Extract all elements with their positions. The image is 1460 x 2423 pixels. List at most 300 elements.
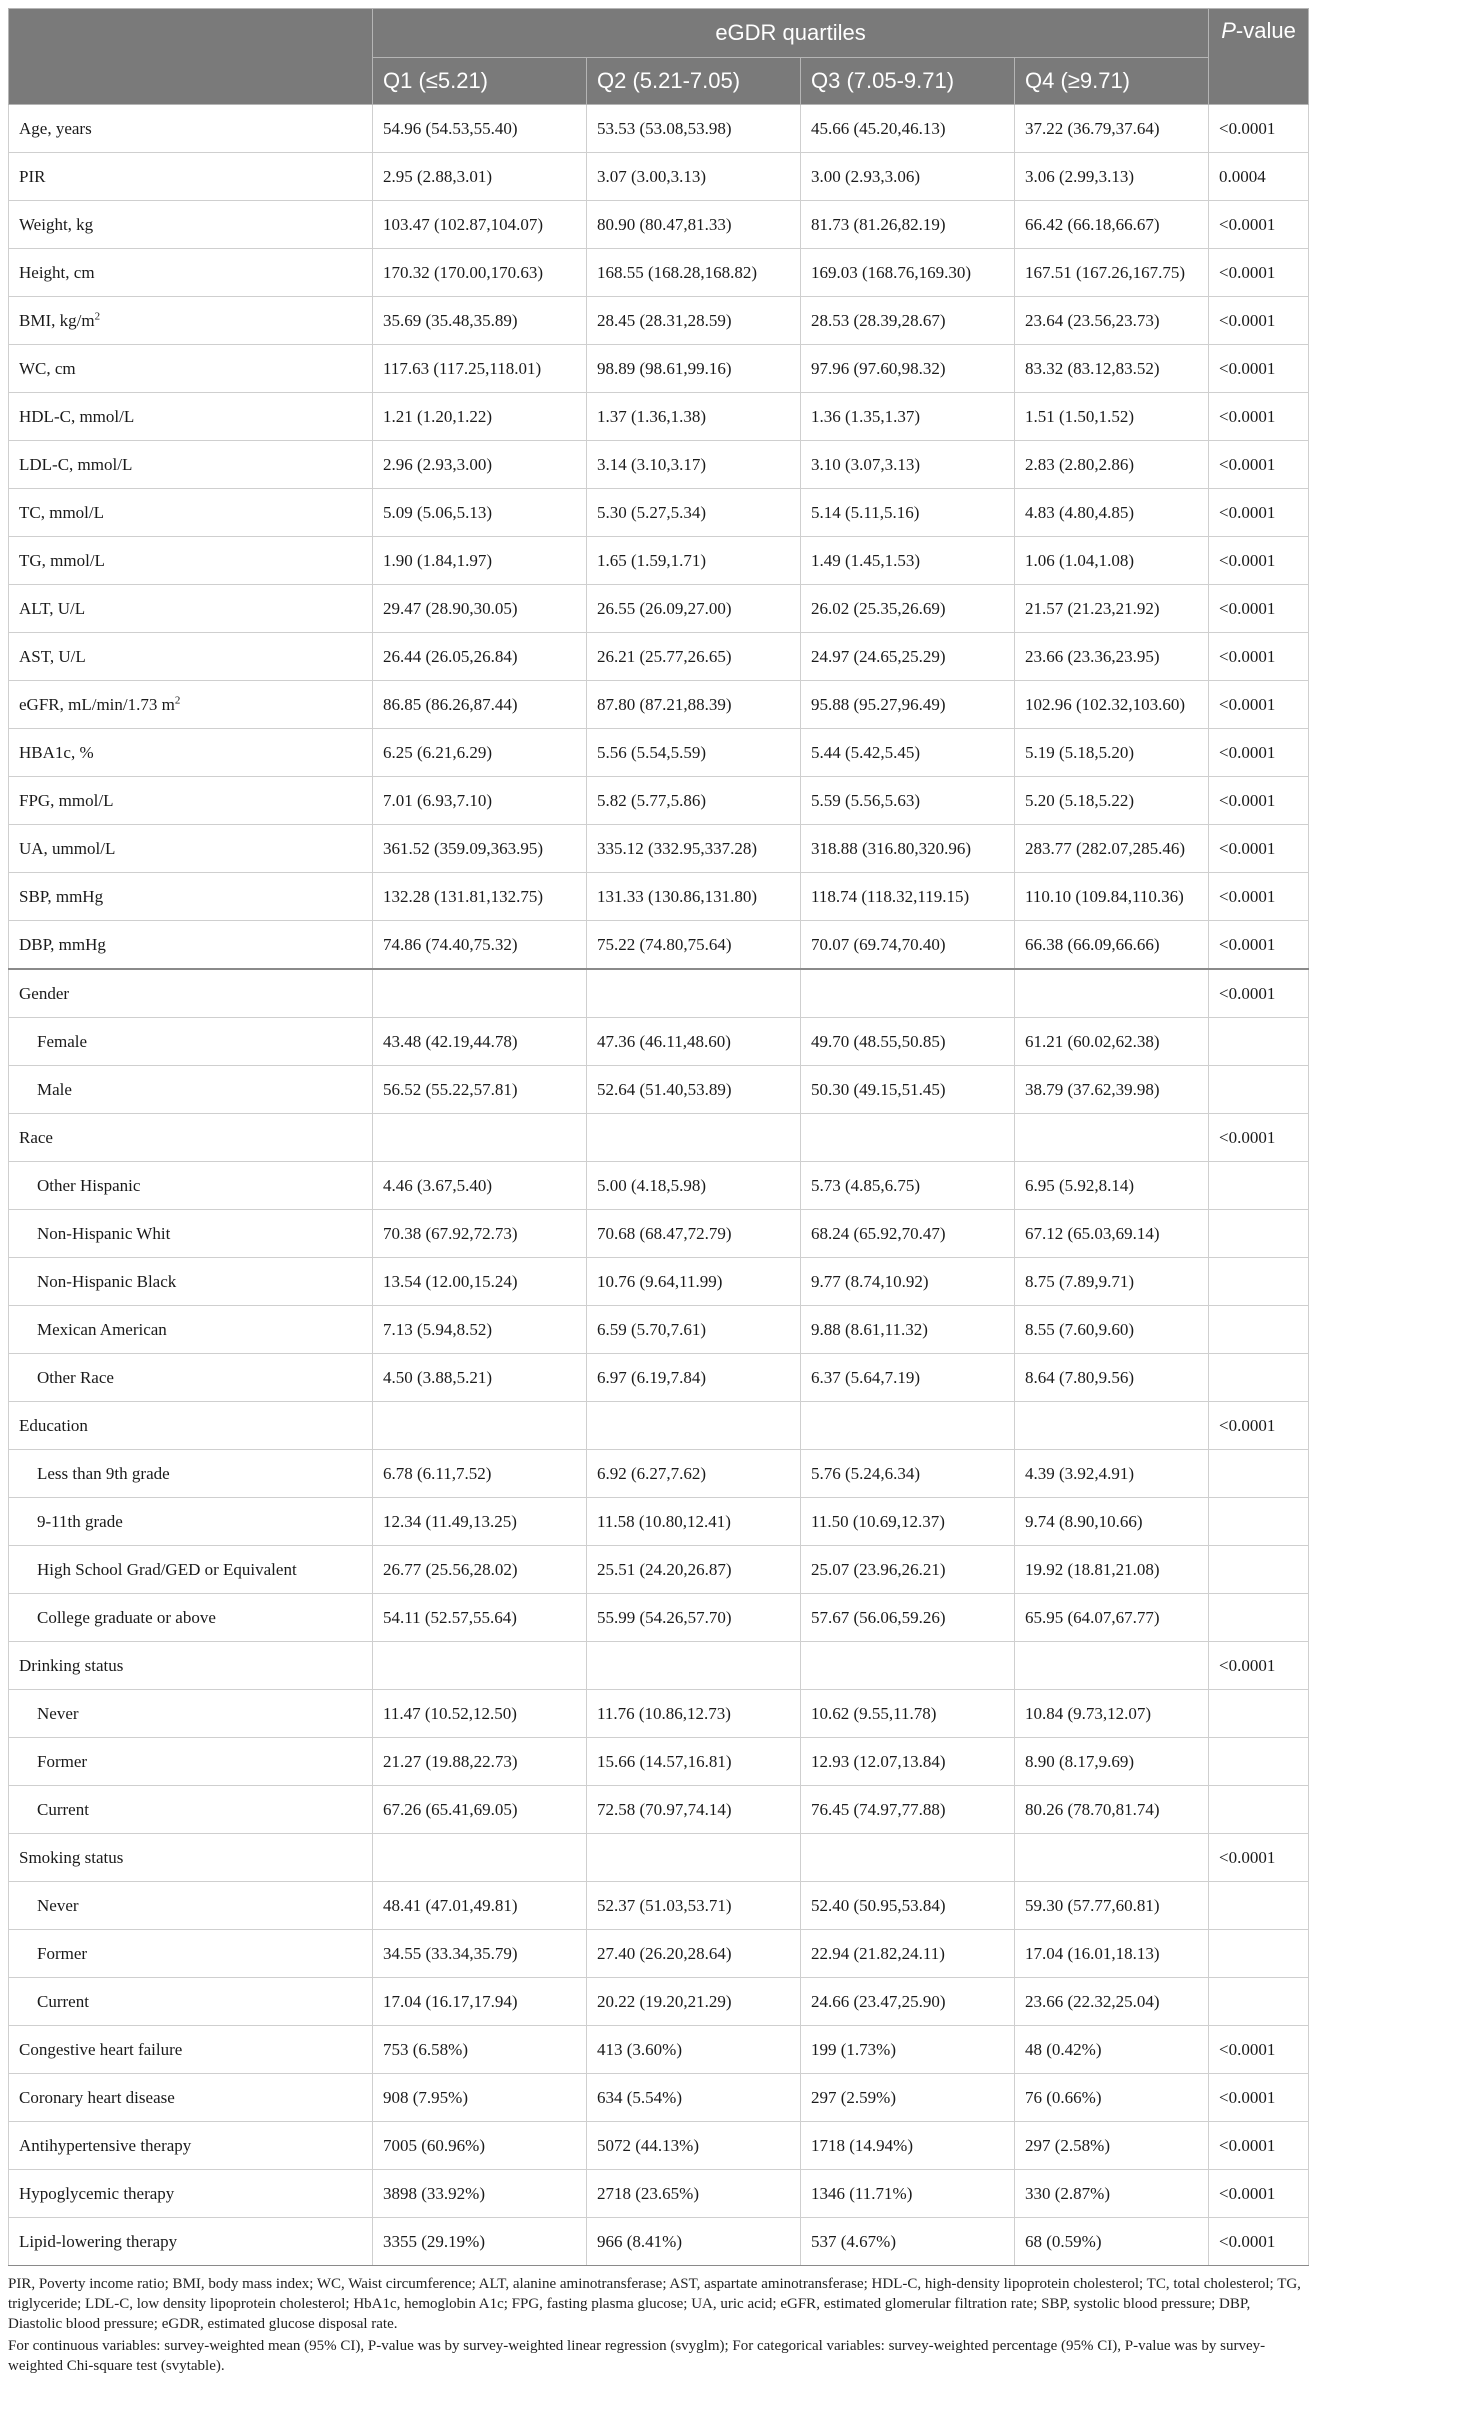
cell-q4: 66.38 (66.09,66.66) xyxy=(1015,921,1209,970)
table-row xyxy=(9,537,1309,585)
table-row xyxy=(9,297,1309,345)
cell-pvalue: <0.0001 xyxy=(1209,873,1309,921)
cell-q4: 68 (0.59%) xyxy=(1015,2218,1209,2266)
row-label xyxy=(9,921,373,970)
cell-q1: 56.52 (55.22,57.81) xyxy=(373,1066,587,1114)
row-label-text: Female xyxy=(37,1031,88,1051)
cell-q4: 8.64 (7.80,9.56) xyxy=(1015,1354,1209,1402)
cell-pvalue: <0.0001 xyxy=(1209,729,1309,777)
cell-q3 xyxy=(801,1642,1015,1690)
cell-q3: 118.74 (118.32,119.15) xyxy=(801,873,1015,921)
cell-q4: 59.30 (57.77,60.81) xyxy=(1015,1882,1209,1930)
cell-q4: 4.39 (3.92,4.91) xyxy=(1015,1450,1209,1498)
table-row xyxy=(9,1402,1309,1450)
cell-q4: 102.96 (102.32,103.60) xyxy=(1015,681,1209,729)
cell-q3: 5.14 (5.11,5.16) xyxy=(801,489,1015,537)
footnote: For continuous variables: survey-weighted mean (95% CI), P-value was by survey-weighted linear regression (svyglm); For categorical variables: survey-weighted percentage (95% CI), P-value was by survey-weighted Chi-square test (svytable). xyxy=(8,2338,1266,2374)
cell-q1: 5.09 (5.06,5.13) xyxy=(373,489,587,537)
cell-pvalue xyxy=(1209,1498,1309,1546)
cell-q1: 74.86 (74.40,75.32) xyxy=(373,921,587,970)
cell-q4: 19.92 (18.81,21.08) xyxy=(1015,1546,1209,1594)
row-label-text: AST, U/L xyxy=(19,646,86,666)
row-label xyxy=(9,777,373,825)
cell-q4: 283.77 (282.07,285.46) xyxy=(1015,825,1209,873)
cell-pvalue xyxy=(1209,1594,1309,1642)
cell-pvalue: <0.0001 xyxy=(1209,201,1309,249)
cell-pvalue: <0.0001 xyxy=(1209,345,1309,393)
row-sublabel xyxy=(9,1882,373,1930)
row-label-text: Antihypertensive therapy xyxy=(19,2135,192,2155)
table-row xyxy=(9,2170,1309,2218)
cell-pvalue xyxy=(1209,1018,1309,1066)
table-row xyxy=(9,633,1309,681)
cell-q1: 132.28 (131.81,132.75) xyxy=(373,873,587,921)
cell-q1: 2.95 (2.88,3.01) xyxy=(373,153,587,201)
cell-q4: 17.04 (16.01,18.13) xyxy=(1015,1930,1209,1978)
cell-q1: 11.47 (10.52,12.50) xyxy=(373,1690,587,1738)
cell-q4 xyxy=(1015,1642,1209,1690)
cell-q1: 34.55 (33.34,35.79) xyxy=(373,1930,587,1978)
cell-q2: 70.68 (68.47,72.79) xyxy=(587,1210,801,1258)
cell-q3: 537 (4.67%) xyxy=(801,2218,1015,2266)
row-label xyxy=(9,1642,373,1690)
cell-q1: 7.13 (5.94,8.52) xyxy=(373,1306,587,1354)
row-label-superscript: 2 xyxy=(174,693,181,706)
cell-q2: 11.76 (10.86,12.73) xyxy=(587,1690,801,1738)
row-label xyxy=(9,537,373,585)
cell-pvalue xyxy=(1209,1354,1309,1402)
cell-q2: 2718 (23.65%) xyxy=(587,2170,801,2218)
cell-pvalue: <0.0001 xyxy=(1209,681,1309,729)
cell-q3: 1718 (14.94%) xyxy=(801,2122,1015,2170)
cell-pvalue xyxy=(1209,1258,1309,1306)
row-label-superscript: 2 xyxy=(94,309,101,322)
row-label-text: FPG, mmol/L xyxy=(19,790,114,810)
table-row xyxy=(9,153,1309,201)
table-body xyxy=(9,105,1309,2266)
row-sublabel xyxy=(9,1258,373,1306)
header-group-title: eGDR quartiles xyxy=(373,9,1209,58)
table-row xyxy=(9,489,1309,537)
cell-pvalue: <0.0001 xyxy=(1209,585,1309,633)
cell-q1: 17.04 (16.17,17.94) xyxy=(373,1978,587,2026)
cell-q4: 8.55 (7.60,9.60) xyxy=(1015,1306,1209,1354)
cell-q1: 26.77 (25.56,28.02) xyxy=(373,1546,587,1594)
cell-q1: 13.54 (12.00,15.24) xyxy=(373,1258,587,1306)
row-sublabel xyxy=(9,1738,373,1786)
cell-q2: 98.89 (98.61,99.16) xyxy=(587,345,801,393)
table-row xyxy=(9,1594,1309,1642)
table-row xyxy=(9,441,1309,489)
cell-q3: 57.67 (56.06,59.26) xyxy=(801,1594,1015,1642)
table-row xyxy=(9,1210,1309,1258)
cell-q3: 97.96 (97.60,98.32) xyxy=(801,345,1015,393)
cell-q2: 11.58 (10.80,12.41) xyxy=(587,1498,801,1546)
cell-pvalue: <0.0001 xyxy=(1209,393,1309,441)
cell-q1: 3355 (29.19%) xyxy=(373,2218,587,2266)
row-label-text: Congestive heart failure xyxy=(19,2039,183,2059)
cell-pvalue xyxy=(1209,1786,1309,1834)
cell-q3 xyxy=(801,1402,1015,1450)
cell-q4: 1.51 (1.50,1.52) xyxy=(1015,393,1209,441)
cell-q3 xyxy=(801,1834,1015,1882)
row-sublabel xyxy=(9,1498,373,1546)
cell-q3: 3.00 (2.93,3.06) xyxy=(801,153,1015,201)
cell-q1 xyxy=(373,1114,587,1162)
row-label-text: Other Race xyxy=(37,1367,114,1387)
cell-q4: 23.66 (23.36,23.95) xyxy=(1015,633,1209,681)
cell-q2: 26.21 (25.77,26.65) xyxy=(587,633,801,681)
cell-q1: 12.34 (11.49,13.25) xyxy=(373,1498,587,1546)
table-row xyxy=(9,729,1309,777)
cell-pvalue: <0.0001 xyxy=(1209,297,1309,345)
cell-q1: 29.47 (28.90,30.05) xyxy=(373,585,587,633)
header-q1: Q1 (≤5.21) xyxy=(373,58,587,105)
row-sublabel xyxy=(9,1978,373,2026)
row-label xyxy=(9,249,373,297)
cell-q1: 6.78 (6.11,7.52) xyxy=(373,1450,587,1498)
cell-pvalue: <0.0001 xyxy=(1209,1834,1309,1882)
table-row xyxy=(9,1978,1309,2026)
cell-q2: 10.76 (9.64,11.99) xyxy=(587,1258,801,1306)
cell-q2: 6.59 (5.70,7.61) xyxy=(587,1306,801,1354)
cell-q2: 53.53 (53.08,53.98) xyxy=(587,105,801,153)
row-sublabel xyxy=(9,1306,373,1354)
cell-q3: 24.97 (24.65,25.29) xyxy=(801,633,1015,681)
cell-q3: 11.50 (10.69,12.37) xyxy=(801,1498,1015,1546)
row-sublabel xyxy=(9,1690,373,1738)
cell-q2: 52.64 (51.40,53.89) xyxy=(587,1066,801,1114)
cell-q2: 1.65 (1.59,1.71) xyxy=(587,537,801,585)
row-label xyxy=(9,297,373,345)
row-label xyxy=(9,153,373,201)
cell-q2: 26.55 (26.09,27.00) xyxy=(587,585,801,633)
table-row xyxy=(9,1882,1309,1930)
cell-q4: 8.90 (8.17,9.69) xyxy=(1015,1738,1209,1786)
table-row xyxy=(9,585,1309,633)
table-container xyxy=(8,8,1452,2378)
cell-q2: 5.82 (5.77,5.86) xyxy=(587,777,801,825)
row-label-text: PIR xyxy=(19,166,46,186)
cell-pvalue: <0.0001 xyxy=(1209,1402,1309,1450)
cell-q4: 2.83 (2.80,2.86) xyxy=(1015,441,1209,489)
table-row xyxy=(9,1930,1309,1978)
cell-q4: 23.64 (23.56,23.73) xyxy=(1015,297,1209,345)
cell-q3: 297 (2.59%) xyxy=(801,2074,1015,2122)
cell-q1 xyxy=(373,1642,587,1690)
cell-q4: 297 (2.58%) xyxy=(1015,2122,1209,2170)
cell-pvalue: <0.0001 xyxy=(1209,2218,1309,2266)
cell-q2: 966 (8.41%) xyxy=(587,2218,801,2266)
cell-q1: 170.32 (170.00,170.63) xyxy=(373,249,587,297)
cell-q2: 6.92 (6.27,7.62) xyxy=(587,1450,801,1498)
row-label-text: HDL-C, mmol/L xyxy=(19,406,135,426)
cell-q3: 68.24 (65.92,70.47) xyxy=(801,1210,1015,1258)
row-sublabel xyxy=(9,1594,373,1642)
cell-q4: 80.26 (78.70,81.74) xyxy=(1015,1786,1209,1834)
baseline-characteristics-table xyxy=(8,8,1309,2266)
cell-pvalue xyxy=(1209,1210,1309,1258)
cell-q2: 25.51 (24.20,26.87) xyxy=(587,1546,801,1594)
row-sublabel xyxy=(9,1066,373,1114)
row-label xyxy=(9,105,373,153)
cell-q4: 76 (0.66%) xyxy=(1015,2074,1209,2122)
row-label-text: College graduate or above xyxy=(37,1607,216,1627)
table-row xyxy=(9,1114,1309,1162)
row-label-text: Current xyxy=(37,1799,89,1819)
cell-q3: 169.03 (168.76,169.30) xyxy=(801,249,1015,297)
table-row xyxy=(9,345,1309,393)
row-sublabel xyxy=(9,1018,373,1066)
table-row xyxy=(9,1546,1309,1594)
row-label xyxy=(9,441,373,489)
row-label-text: Never xyxy=(37,1895,79,1915)
row-sublabel xyxy=(9,1210,373,1258)
cell-q4 xyxy=(1015,1114,1209,1162)
cell-q2 xyxy=(587,1402,801,1450)
row-label xyxy=(9,201,373,249)
row-label-text: High School Grad/GED or Equivalent xyxy=(37,1559,297,1579)
cell-q4: 23.66 (22.32,25.04) xyxy=(1015,1978,1209,2026)
cell-q4: 110.10 (109.84,110.36) xyxy=(1015,873,1209,921)
table-row xyxy=(9,201,1309,249)
table-row xyxy=(9,1498,1309,1546)
row-sublabel xyxy=(9,1546,373,1594)
cell-pvalue: <0.0001 xyxy=(1209,921,1309,970)
cell-pvalue: <0.0001 xyxy=(1209,2026,1309,2074)
row-label xyxy=(9,2026,373,2074)
row-label xyxy=(9,2122,373,2170)
cell-pvalue: <0.0001 xyxy=(1209,537,1309,585)
header-q4: Q4 (≥9.71) xyxy=(1015,58,1209,105)
cell-q1: 70.38 (67.92,72.73) xyxy=(373,1210,587,1258)
row-label xyxy=(9,825,373,873)
row-label-text: LDL-C, mmol/L xyxy=(19,454,133,474)
cell-pvalue xyxy=(1209,1690,1309,1738)
row-label-text: SBP, mmHg xyxy=(19,886,104,906)
cell-q1: 54.11 (52.57,55.64) xyxy=(373,1594,587,1642)
row-label-text: Former xyxy=(37,1943,88,1963)
table-row xyxy=(9,1834,1309,1882)
row-label-text: Never xyxy=(37,1703,79,1723)
cell-q3: 9.77 (8.74,10.92) xyxy=(801,1258,1015,1306)
table-row xyxy=(9,1018,1309,1066)
cell-q2: 5.00 (4.18,5.98) xyxy=(587,1162,801,1210)
cell-q1: 1.90 (1.84,1.97) xyxy=(373,537,587,585)
row-label-text: Race xyxy=(19,1127,53,1147)
row-label-text: Non-Hispanic Black xyxy=(37,1271,177,1291)
cell-q1 xyxy=(373,1402,587,1450)
cell-pvalue: <0.0001 xyxy=(1209,633,1309,681)
cell-q3: 5.76 (5.24,6.34) xyxy=(801,1450,1015,1498)
cell-q3: 6.37 (5.64,7.19) xyxy=(801,1354,1015,1402)
header-pvalue-suffix: -value xyxy=(1235,18,1296,43)
cell-q1: 117.63 (117.25,118.01) xyxy=(373,345,587,393)
cell-q4: 9.74 (8.90,10.66) xyxy=(1015,1498,1209,1546)
row-label-text: WC, cm xyxy=(19,358,76,378)
table-row xyxy=(9,873,1309,921)
cell-q4: 10.84 (9.73,12.07) xyxy=(1015,1690,1209,1738)
header-q2: Q2 (5.21-7.05) xyxy=(587,58,801,105)
table-header xyxy=(9,9,1309,105)
cell-q2: 413 (3.60%) xyxy=(587,2026,801,2074)
row-label-text: Less than 9th grade xyxy=(37,1463,170,1483)
table-row xyxy=(9,1786,1309,1834)
row-label-text: ALT, U/L xyxy=(19,598,86,618)
cell-q1: 4.46 (3.67,5.40) xyxy=(373,1162,587,1210)
cell-pvalue xyxy=(1209,1882,1309,1930)
cell-q2: 335.12 (332.95,337.28) xyxy=(587,825,801,873)
row-label-text: Education xyxy=(19,1415,88,1435)
row-label xyxy=(9,969,373,1018)
cell-q2: 75.22 (74.80,75.64) xyxy=(587,921,801,970)
table-row xyxy=(9,393,1309,441)
row-label-text: Former xyxy=(37,1751,88,1771)
cell-q4: 67.12 (65.03,69.14) xyxy=(1015,1210,1209,1258)
cell-q1: 43.48 (42.19,44.78) xyxy=(373,1018,587,1066)
table-row xyxy=(9,249,1309,297)
cell-pvalue: <0.0001 xyxy=(1209,825,1309,873)
cell-pvalue: <0.0001 xyxy=(1209,2122,1309,2170)
cell-q4: 37.22 (36.79,37.64) xyxy=(1015,105,1209,153)
cell-q4: 1.06 (1.04,1.08) xyxy=(1015,537,1209,585)
cell-q2: 6.97 (6.19,7.84) xyxy=(587,1354,801,1402)
table-row xyxy=(9,1450,1309,1498)
cell-q2: 47.36 (46.11,48.60) xyxy=(587,1018,801,1066)
cell-q3: 49.70 (48.55,50.85) xyxy=(801,1018,1015,1066)
cell-pvalue xyxy=(1209,1306,1309,1354)
cell-q2: 131.33 (130.86,131.80) xyxy=(587,873,801,921)
row-sublabel xyxy=(9,1930,373,1978)
cell-q3 xyxy=(801,969,1015,1018)
row-label-text: Smoking status xyxy=(19,1847,124,1867)
cell-q2: 15.66 (14.57,16.81) xyxy=(587,1738,801,1786)
cell-q1: 26.44 (26.05,26.84) xyxy=(373,633,587,681)
cell-pvalue xyxy=(1209,1450,1309,1498)
cell-q4: 5.20 (5.18,5.22) xyxy=(1015,777,1209,825)
table-footnotes xyxy=(8,2274,1308,2376)
row-label-text: Age, years xyxy=(19,118,92,138)
header-blank-cell xyxy=(9,9,373,105)
cell-q2 xyxy=(587,1642,801,1690)
cell-q2 xyxy=(587,969,801,1018)
cell-q3: 199 (1.73%) xyxy=(801,2026,1015,2074)
cell-pvalue xyxy=(1209,1930,1309,1978)
table-row xyxy=(9,921,1309,970)
cell-q2: 20.22 (19.20,21.29) xyxy=(587,1978,801,2026)
cell-q2 xyxy=(587,1114,801,1162)
cell-q3: 1.36 (1.35,1.37) xyxy=(801,393,1015,441)
row-label xyxy=(9,393,373,441)
cell-pvalue: <0.0001 xyxy=(1209,105,1309,153)
cell-q1: 67.26 (65.41,69.05) xyxy=(373,1786,587,1834)
cell-pvalue: <0.0001 xyxy=(1209,441,1309,489)
cell-q4: 6.95 (5.92,8.14) xyxy=(1015,1162,1209,1210)
header-pvalue xyxy=(1209,9,1309,105)
cell-q2: 168.55 (168.28,168.82) xyxy=(587,249,801,297)
row-label-text: Hypoglycemic therapy xyxy=(19,2183,175,2203)
table-row xyxy=(9,1690,1309,1738)
cell-q3: 45.66 (45.20,46.13) xyxy=(801,105,1015,153)
header-pvalue-prefix: P xyxy=(1221,18,1236,43)
row-label xyxy=(9,633,373,681)
cell-q3: 24.66 (23.47,25.90) xyxy=(801,1978,1015,2026)
table-row xyxy=(9,777,1309,825)
cell-q1: 753 (6.58%) xyxy=(373,2026,587,2074)
cell-q3: 3.10 (3.07,3.13) xyxy=(801,441,1015,489)
table-row xyxy=(9,681,1309,729)
row-label-text: Gender xyxy=(19,983,70,1003)
cell-q1: 908 (7.95%) xyxy=(373,2074,587,2122)
cell-q3: 1.49 (1.45,1.53) xyxy=(801,537,1015,585)
row-label xyxy=(9,681,373,729)
cell-q1: 7005 (60.96%) xyxy=(373,2122,587,2170)
row-label-text: eGFR, mL/min/1.73 m xyxy=(19,694,175,714)
cell-q3: 1346 (11.71%) xyxy=(801,2170,1015,2218)
row-label-text: BMI, kg/m xyxy=(19,310,95,330)
cell-q2: 55.99 (54.26,57.70) xyxy=(587,1594,801,1642)
cell-q1: 6.25 (6.21,6.29) xyxy=(373,729,587,777)
cell-q3: 12.93 (12.07,13.84) xyxy=(801,1738,1015,1786)
table-row xyxy=(9,1162,1309,1210)
row-label xyxy=(9,729,373,777)
row-label-text: Other Hispanic xyxy=(37,1175,141,1195)
cell-q2: 5072 (44.13%) xyxy=(587,2122,801,2170)
cell-q1: 1.21 (1.20,1.22) xyxy=(373,393,587,441)
cell-q4: 3.06 (2.99,3.13) xyxy=(1015,153,1209,201)
cell-q4: 66.42 (66.18,66.67) xyxy=(1015,201,1209,249)
cell-q1: 3898 (33.92%) xyxy=(373,2170,587,2218)
cell-q1 xyxy=(373,1834,587,1882)
cell-q3: 5.44 (5.42,5.45) xyxy=(801,729,1015,777)
table-row xyxy=(9,2122,1309,2170)
row-label-text: 9-11th grade xyxy=(37,1511,123,1531)
row-label-text: Mexican American xyxy=(37,1319,167,1339)
row-label xyxy=(9,585,373,633)
cell-q4 xyxy=(1015,1834,1209,1882)
row-sublabel xyxy=(9,1162,373,1210)
row-label xyxy=(9,1834,373,1882)
cell-q2: 5.30 (5.27,5.34) xyxy=(587,489,801,537)
table-row xyxy=(9,1354,1309,1402)
row-label xyxy=(9,873,373,921)
cell-q2: 5.56 (5.54,5.59) xyxy=(587,729,801,777)
cell-q2: 1.37 (1.36,1.38) xyxy=(587,393,801,441)
table-row xyxy=(9,105,1309,153)
cell-q1: 48.41 (47.01,49.81) xyxy=(373,1882,587,1930)
cell-q2: 87.80 (87.21,88.39) xyxy=(587,681,801,729)
row-label-text: Coronary heart disease xyxy=(19,2087,175,2107)
row-label-text: UA, ummol/L xyxy=(19,838,116,858)
cell-q4: 21.57 (21.23,21.92) xyxy=(1015,585,1209,633)
cell-q1: 103.47 (102.87,104.07) xyxy=(373,201,587,249)
cell-q3: 70.07 (69.74,70.40) xyxy=(801,921,1015,970)
cell-q2: 28.45 (28.31,28.59) xyxy=(587,297,801,345)
cell-pvalue xyxy=(1209,1162,1309,1210)
cell-q3: 50.30 (49.15,51.45) xyxy=(801,1066,1015,1114)
cell-q4: 4.83 (4.80,4.85) xyxy=(1015,489,1209,537)
cell-q3: 26.02 (25.35,26.69) xyxy=(801,585,1015,633)
cell-q2: 72.58 (70.97,74.14) xyxy=(587,1786,801,1834)
cell-q3: 22.94 (21.82,24.11) xyxy=(801,1930,1015,1978)
cell-pvalue xyxy=(1209,1738,1309,1786)
table-row xyxy=(9,1258,1309,1306)
cell-q4: 8.75 (7.89,9.71) xyxy=(1015,1258,1209,1306)
row-label-text: Male xyxy=(37,1079,72,1099)
row-label xyxy=(9,2074,373,2122)
cell-q4: 167.51 (167.26,167.75) xyxy=(1015,249,1209,297)
cell-q3: 76.45 (74.97,77.88) xyxy=(801,1786,1015,1834)
